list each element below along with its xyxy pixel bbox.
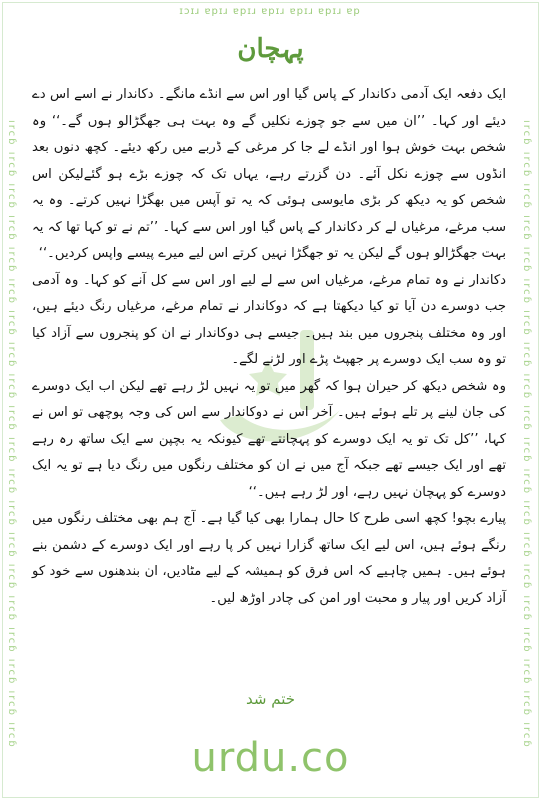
- title-wrap: [0, 34, 541, 64]
- story-end-label: ختم شد: [246, 690, 295, 708]
- paragraph-2: دکاندار نے وہ تمام مرغے، مرغیاں اس سے لے لیے اور اس سے کل آنے کو کہا۔ وہ آدمی جب دوسرے دن آیا تو کیا دیکھتا ہے کہ دوکاندار نے تمام مرغے، مرغیاں رنگ دیئے ہیں، اور وہ مختلف پنجروں میں بند ہیں۔ جیسے ہی دوکاندار نے ان کو پنجروں سے آزاد کیا تو وہ سب ایک دوسرے پر جھپٹ پڑے اور لڑنے لگے۔: [32, 272, 506, 367]
- paragraph-4: پیارے بچو! کچھ اسی طرح کا حال ہمارا بھی کیا گیا ہے۔ آج ہم بھی مختلف رنگوں میں رنگے ہوئے ہیں، اس لیے ایک ساتھ گزارا نہیں کر پا رہے اور ایک دوسرے کے دشمن بنے ہوئے ہیں۔ ہمیں چاہیے کہ اس فرق کو ہمیشہ کے لیے مٹادیں، ان بندھنوں سے خود کو آزاد کریں اور پیار و محبت اور امن کی چادر اوڑھ لیں۔: [32, 511, 506, 606]
- site-logo: urdu.co: [191, 735, 350, 781]
- decorative-strip-right: [521, 120, 535, 755]
- decorative-strip-left: [6, 120, 20, 755]
- decorative-strip-right-text: ırcɓ ırcɓ ırcɓ ırcɓ ırcɓ ırcɓ ırcɓ ırcɓ ırcɓ ırcɓ ırcɓ ırcɓ ırcɓ ırcɓ ırcɓ ırcɓ ırcɓ ırcɓ ırcɓ ırcɓ: [521, 120, 532, 749]
- story-body: [32, 82, 506, 682]
- story-title: پہچان: [237, 34, 304, 64]
- paragraph-1: ایک دفعہ ایک آدمی دکاندار کے پاس گیا اور اس سے انڈے مانگے۔ دکاندار نے اسے اس دے دیئے اور کہا۔ ’’ان میں سے جو چوزے نکلیں گے وہ بہت ہی جھگڑالو ہوں گے۔‘‘ وہ شخص بہت خوش ہوا اور انڈے لے جا کر مرغی کے ڈربے میں رکھ دیئے۔ کچھ دنوں بعد انڈوں سے چوزے نکل آئے۔ دن گزرتے رہے، یہاں تک کہ چوزے بڑے ہو گئےلیکن اس شخص کو یہ دیکھ کر بڑی مایوسی ہوئی کہ یہ تو آپس میں بھگڑا نہیں کرتے۔ وہ یہ سب مرغے، مرغیاں لے کر دکاندار کے پاس گیا اور اس سے کہا۔ ’’تم نے تو کہا تھا کہ یہ بہت جھگڑالو ہوں گے لیکن یہ تو جھگڑا نہیں کرتے اس لیے میرے پیسے واپس کردیں۔‘‘: [32, 87, 506, 261]
- decorative-strip-top: ɪɔɪɹ ɐpɪɹ ɐpɪɹ ɐpɪɹ ɐpɪɹ ɐpɪɹ ɐp: [179, 6, 361, 17]
- decorative-strip-left-text: ırcɓ ırcɓ ırcɓ ırcɓ ırcɓ ırcɓ ırcɓ ırcɓ ırcɓ ırcɓ ırcɓ ırcɓ ırcɓ ırcɓ ırcɓ ırcɓ ırcɓ ırcɓ ırcɓ ırcɓ: [6, 120, 17, 749]
- paragraph-3: وہ شخص دیکھ کر حیران ہوا کہ گھر میں تو یہ نہیں لڑ رہے تھے لیکن اب ایک دوسرے کی جان لینے پر تلے ہوئے ہیں۔ آخر اس نے دوکاندار سے اس کی وجہ پوچھی تو اس نے کہا، ’’کل تک تو یہ ایک دوسرے کو پہچانتے تھے کیونکہ یہ بچپن سے ایک ساتھ رہ رہے تھے اور ایک جیسے تھے جبکہ آج میں نے ان کو مختلف رنگوں میں رنگ دیا ہے تو یہ ایک دوسرے کو پہچان نہیں رہے، اور لڑ رہے ہیں۔‘‘: [32, 378, 506, 500]
